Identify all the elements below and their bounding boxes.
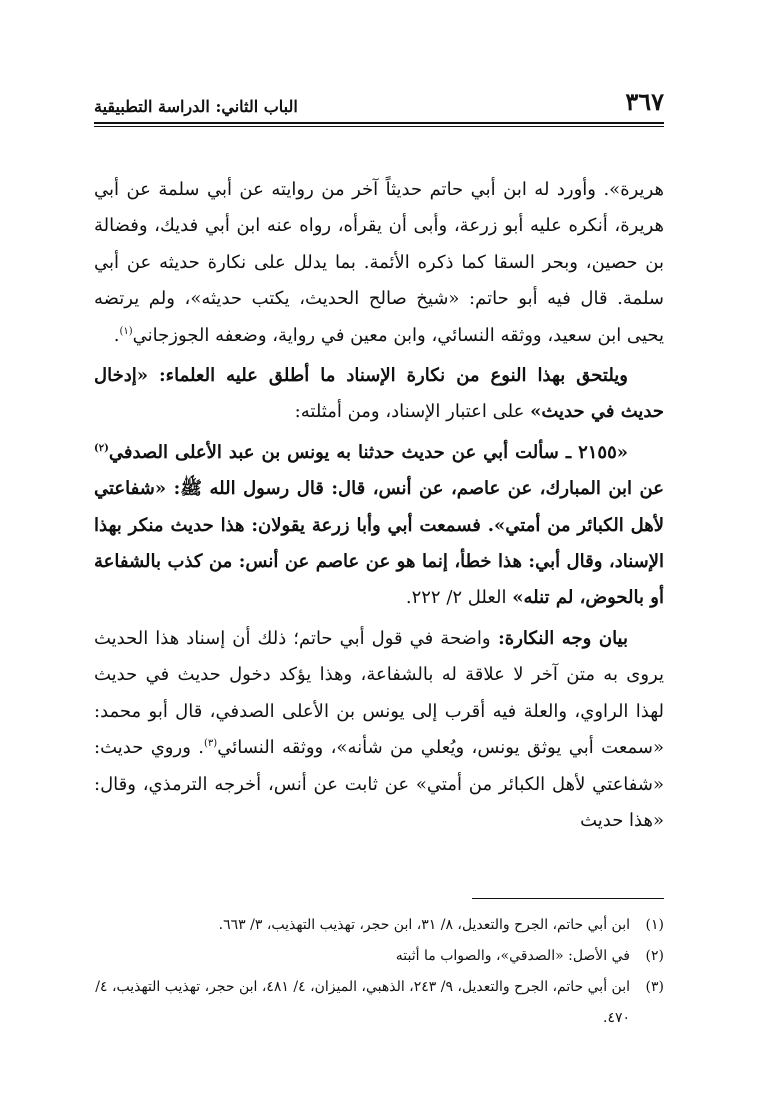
footnote-number: (٣) <box>645 979 664 995</box>
footnote-number: (٢) <box>645 948 664 964</box>
footnotes <box>94 910 664 1034</box>
paragraph-1-text: هريرة». وأورد له ابن أبي حاتم حديثاً آخر من روايته عن أبي سلمة عن أبي هريرة، أنكره عليه أبو زرعة، وأبى أن يقرأه، رواه عنه ابن أبي فديك، وفضالة بن حصين، وبحر السقا كما ذكره الأئمة. بما يدلل على نكارة حديثه عن أبي سلمة. قال فيه أبو حاتم: «شيخ صالح الحديث، يكتب حديثه»، ولم يرتضه يحيى ابن سعيد، ووثقه النسائي، وابن معين في رواية، وضعفه الجوزجاني <box>94 179 664 346</box>
page-number: ٣٦٧ <box>625 87 664 116</box>
quote-body: عن ابن المبارك، عن عاصم، عن أنس، قال: قال رسول الله ﷺ: «شفاعتي لأهل الكبائر من أمتي». فسمعت أبي وأبا زرعة يقولان: هذا حديث منكر بهذا الإسناد، وقال أبي: هذا خطأ، إنما هو عن عاصم عن أنس: من كذب بالشفاعة أو بالحوض، لم تنله» <box>94 478 664 609</box>
footnote-3 <box>94 972 664 1034</box>
footnote-separator <box>472 898 664 899</box>
paragraph-4 <box>94 621 664 839</box>
running-header <box>94 86 664 116</box>
footnote-ref-2: (٢) <box>94 442 109 454</box>
chapter-title: الباب الثاني: الدراسة التطبيقية <box>94 97 298 116</box>
footnote-text: في الأصل: «الصدقي»، والصواب ما أثبته <box>395 948 630 964</box>
paragraph-1 <box>94 172 664 354</box>
footnote-ref-3: (٣) <box>204 738 218 750</box>
footnote-1 <box>94 910 664 941</box>
footnote-2 <box>94 941 664 972</box>
paragraph-2-term: «إدخال حديث في حديث» <box>94 365 664 423</box>
footnote-text: ابن أبي حاتم، الجرح والتعديل، ٩/ ٢٤٣، الذهبي، الميزان، ٤/ ٤٨١، ابن حجر، تهذيب التهذيب، ٤/ ٤٧٠. <box>95 979 630 1026</box>
footnote-text: ابن أبي حاتم، الجرح والتعديل، ٨/ ٣١، ابن حجر، تهذيب التهذيب، ٣/ ٦٦٣. <box>218 917 630 933</box>
paragraph-1-end: . <box>113 324 120 346</box>
paragraph-4-tail: . وروي حديث: «شفاعتي لأهل الكبائر من أمتي» عن ثابت عن أنس، أخرجه الترمذي، وقال: «هذا حديث <box>94 737 664 831</box>
footnote-number: (١) <box>645 917 664 933</box>
quote-opening: «٢١٥٥ ـ سألت أبي عن حديث حدثنا به يونس بن عبد الأعلى الصدفي <box>108 441 628 463</box>
paragraph-4-text: واضحة في قول أبي حاتم؛ ذلك أن إسناد هذا الحديث يروى به متن آخر لا علاقة له بالشفاعة، وهذا يؤكد دخول حديث في حديث لهذا الراوي، والعلة فيه أقرب إلى يونس بن الأعلى الصدفي، قال أبو محمد: «سمعت أبي يوثق يونس، ويُعلي من شأنه»، ووثقه النسائي <box>94 627 665 759</box>
header-rule <box>94 122 664 127</box>
paragraph-2 <box>94 358 664 431</box>
paragraph-4-heading: بيان وجه النكارة: <box>490 627 628 649</box>
quote-source: العلل ٢/ ٢٢٢. <box>405 587 513 609</box>
paragraph-2-tail: على اعتبار الإسناد، ومن أمثلته: <box>294 401 531 423</box>
paragraph-3-quote <box>94 435 664 617</box>
paragraph-2-lead: ويلتحق بهذا النوع من نكارة الإسناد ما أطلق عليه العلماء: <box>147 365 628 387</box>
footnote-ref-1: (١) <box>119 325 133 337</box>
main-text <box>94 172 664 843</box>
